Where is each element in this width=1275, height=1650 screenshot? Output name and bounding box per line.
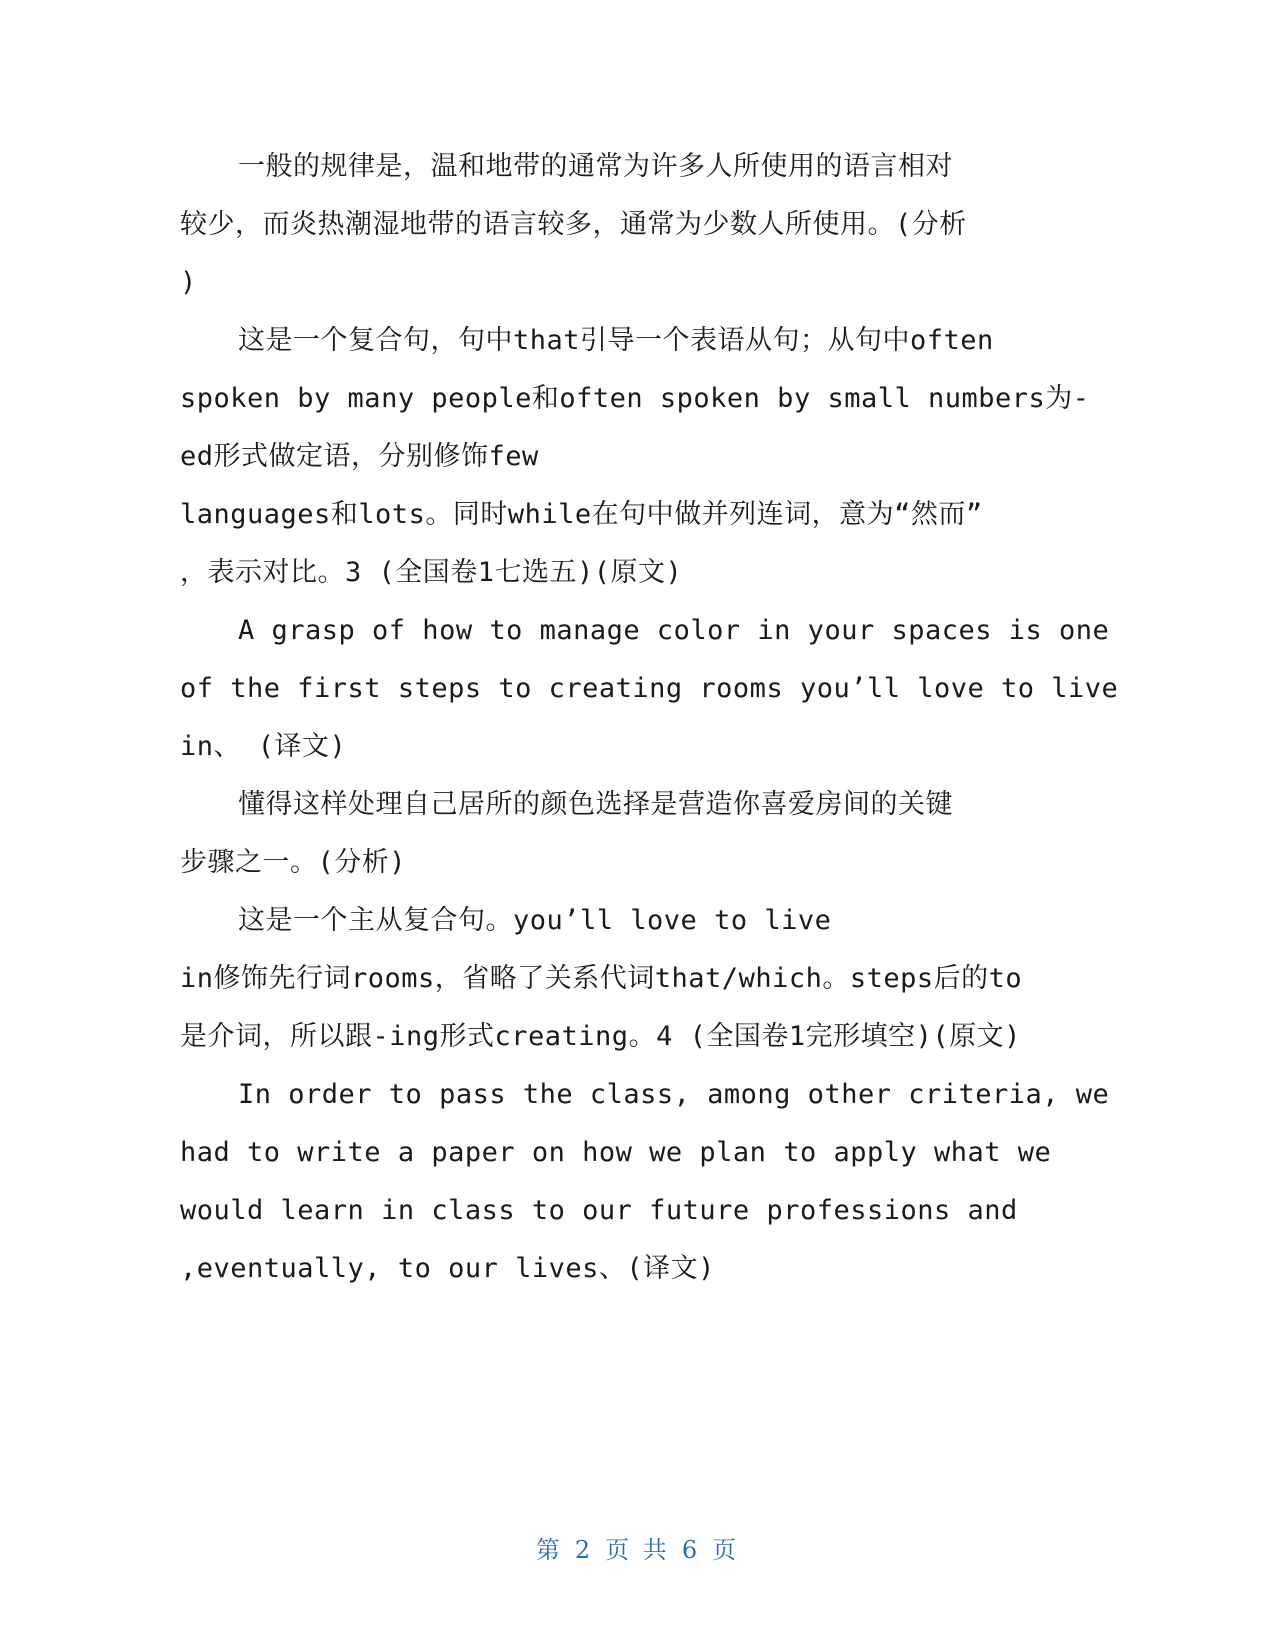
paragraph-line: 这是一个复合句，句中that引导一个表语从句；从句中often (238, 325, 994, 356)
paragraph-line: spoken by many people和often spoken by small numbers为- (180, 383, 1090, 414)
paragraph-line: of the first steps to creating rooms you’ll love to live (180, 673, 1119, 704)
total-pages-number: 6 (681, 1536, 701, 1564)
footer-suffix: 页 (712, 1536, 740, 1564)
paragraph-line: In order to pass the class, among other criteria, we (238, 1079, 1110, 1110)
paragraph-line: languages和lots。同时while在句中做并列连词，意为“然而” (180, 499, 983, 530)
document-body (180, 138, 1119, 1298)
page-footer (0, 1530, 1275, 1565)
paragraph-line: had to write a paper on how we plan to apply what we (180, 1137, 1052, 1168)
footer-prefix: 第 (535, 1536, 563, 1564)
paragraph-line: 步骤之一。(分析) (180, 847, 407, 878)
paragraph-line: 较少，而炎热潮湿地带的语言较多，通常为少数人所使用。(分析 (180, 209, 967, 240)
footer-middle: 页 共 (605, 1536, 670, 1564)
paragraph-line: 这是一个主从复合句。you’ll love to live (238, 905, 832, 936)
paragraph-line: 一般的规律是，温和地带的通常为许多人所使用的语言相对 (238, 151, 953, 182)
paragraph-line: ed形式做定语，分别修饰few (180, 441, 539, 472)
paragraph-line: would learn in class to our future professions and (180, 1195, 1018, 1226)
paragraph-line: 是介词，所以跟-ing形式creating。4 (全国卷1完形填空)(原文) (180, 1021, 1021, 1052)
paragraph-line: in、 (译文) (180, 731, 347, 762)
paragraph-line: A grasp of how to manage color in your spaces is one (238, 615, 1110, 646)
paragraph-line: ) (180, 267, 197, 298)
paragraph-line: ,eventually, to our lives、(译文) (180, 1253, 715, 1284)
paragraph-line: 懂得这样处理自己居所的颜色选择是营造你喜爱房间的关键 (238, 789, 953, 820)
paragraph-line: ，表示对比。3 (全国卷1七选五)(原文) (180, 557, 683, 588)
current-page-number: 2 (574, 1536, 594, 1564)
paragraph-line: in修饰先行词rooms，省略了关系代词that/which。steps后的to (180, 963, 1023, 994)
